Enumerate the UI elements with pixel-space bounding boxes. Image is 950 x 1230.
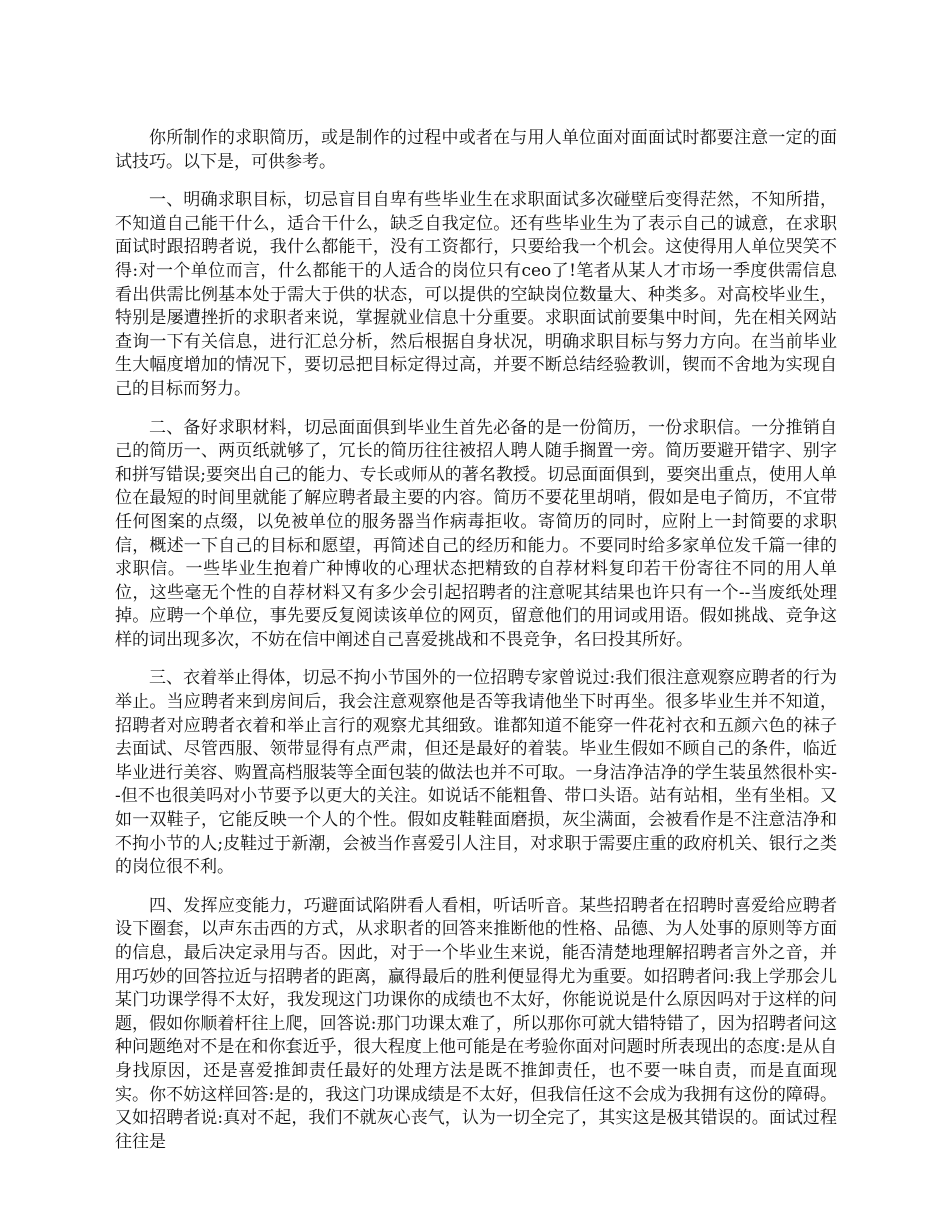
- section-4-paragraph: 四、发挥应变能力，巧避面试陷阱看人看相，听话听音。某些招聘者在招聘时喜爱给应聘者设下圈套，以声东击西的方式，从求职者的回答来推断他的性格、品德、为人处事的原则等方面的信息，最后决定录用与否。因此，对于一个毕业生来说，能否清楚地理解招聘者言外之音，并用巧妙的回答拉近与招聘者的距离，赢得最后的胜利便显得尤为重要。如招聘者问:我上学那会儿某门功课学得不太好，我发现这门功课你的成绩也不太好，你能说说是什么原因吗对于这样的问题，假如你顺着杆往上爬，回答说:那门功课太难了，所以那你可就大错特错了，因为招聘者问这种问题绝对不是在和你套近乎，很大程度上他可能是在考验你面对问题时所表现出的态度:是从自身找原因，还是喜爱推卸责任最好的处理方法是既不推卸责任，也不要一味自责，而是直面现实。你不妨这样回答:是的，我这门功课成绩是不太好，但我信任这不会成为我拥有这份的障碍。又如招聘者说:真对不起，我们不就灰心丧气，认为一切全完了，其实这是极其错误的。面试过程往往是: [115, 895, 837, 1152]
- section-1-paragraph: 一、明确求职目标，切忌盲目自卑有些毕业生在求职面试多次碰壁后变得茫然，不知所措，不知道自己能干什么，适合干什么，缺乏自我定位。还有些毕业生为了表示自己的诚意，在求职面试时跟招聘者说，我什么都能干，没有工资都行，只要给我一个机会。这使得用人单位哭笑不得:对一个单位而言，什么都能干的人适合的岗位只有ceo了!笔者从某人才市场一季度供需信息看出供需比例基本处于需大于供的状态，可以提供的空缺岗位数量大、种类多。对高校毕业生，特别是屡遭挫折的求职者来说，掌握就业信息十分重要。求职面试前要集中时间，先在相关网站查询一下有关信息，进行汇总分析，然后根据自身状况，明确求职目标与努力方向。在当前毕业生大幅度增加的情况下，要切忌把目标定得过高，并要不断总结经验教训，锲而不舍地为实现自己的目标而努力。: [115, 190, 837, 399]
- document-body: [115, 127, 837, 1169]
- intro-paragraph: 你所制作的求职简历，或是制作的过程中或者在与用人单位面对面面试时都要注意一定的面试技巧。以下是，可供参考。: [115, 128, 837, 172]
- section-3-paragraph: 三、衣着举止得体，切忌不拘小节国外的一位招聘专家曾说过:我们很注意观察应聘者的行为举止。当应聘者来到房间后，我会注意观察他是否等我请他坐下时再坐。很多毕业生并不知道，招聘者对应聘者衣着和举止言行的观察尤其细致。谁都知道不能穿一件花衬衣和五颜六色的袜子去面试、尽管西服、领带显得有点严肃，但还是最好的着装。毕业生假如不顾自己的条件，临近毕业进行美容、购置高档服装等全面包装的做法也并不可取。一身洁净洁净的学生装虽然很朴实--但不也很美吗对小节要予以更大的关注。如说话不能粗鲁、带口头语。站有站相，坐有坐相。又如一双鞋子，它能反映一个人的个性。假如皮鞋鞋面磨损，灰尘满面，会被看作是不注意洁净和不拘小节的人;皮鞋过于新潮，会被当作喜爱引人注目，对求职于需要庄重的政府机关、银行之类的岗位很不利。: [115, 668, 837, 878]
- section-2-paragraph: 二、备好求职材料，切忌面面俱到毕业生首先必备的是一份简历，一份求职信。一分推销自己的简历一、两页纸就够了，冗长的简历往往被招人聘人随手搁置一旁。简历要避开错字、别字和拼写错误;要突出自己的能力、专长或师从的著名教授。切忌面面俱到，要突出重点，使用人单位在最短的时间里就能了解应聘者最主要的内容。简历不要花里胡哨，假如是电子简历，不宜带任何图案的点缀，以免被单位的服务器当作病毒拒收。寄简历的同时，应附上一封简要的求职信，概述一下自己的目标和愿望，再简述自己的经历和能力。不要同时给多家单位发千篇一律的求职信。一些毕业生抱着广种博收的心理状态把精致的自荐材料复印若干份寄往不同的用人单位，这些毫无个性的自荐材料又有多少会引起招聘者的注意呢其结果也许只有一个--当废纸处理掉。应聘一个单位，事先要反复阅读该单位的网页，留意他们的用词或用语。假如挑战、竞争这样的词出现多次，不妨在信中阐述自己喜爱挑战和不畏竞争，名曰投其所好。: [115, 417, 837, 650]
